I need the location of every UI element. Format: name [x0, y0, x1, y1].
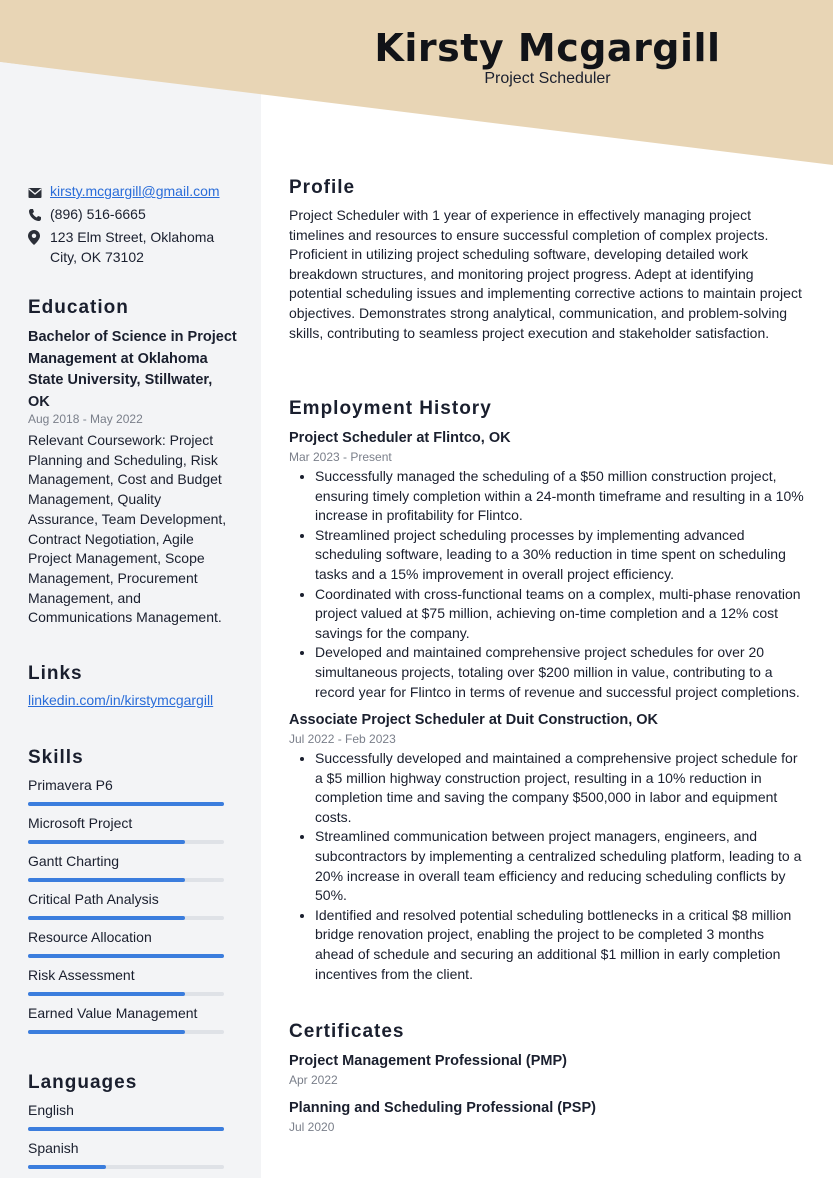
language-label: English [28, 1102, 74, 1118]
skill-label: Earned Value Management [28, 1005, 198, 1021]
language-bar [28, 1165, 224, 1169]
language-item [28, 1139, 224, 1169]
contact-address-row [28, 227, 238, 267]
job-bullet: • Successfully managed the scheduling of a $50 million construction project, ensuring timely completion within a 24-month timeframe and resulting in a 10% increase in profitability for Flintco. [315, 467, 804, 526]
certificate-entry [289, 1098, 804, 1134]
certificates-heading: Certificates [289, 1021, 405, 1042]
languages-heading: Languages [28, 1072, 138, 1093]
job-title: Associate Project Scheduler at Duit Construction, OK [289, 712, 659, 728]
envelope-icon [28, 181, 50, 204]
phone-number: (896) 516-6665 [50, 206, 146, 222]
skill-bar-fill [28, 878, 185, 882]
skill-item [28, 776, 224, 806]
skill-bar [28, 840, 224, 844]
education-dates: Aug 2018 - May 2022 [28, 412, 143, 426]
certificate-name: Project Management Professional (PMP) [289, 1053, 567, 1069]
address: 123 Elm Street, Oklahoma City, OK 73102 [50, 229, 215, 265]
language-item [28, 1101, 224, 1131]
candidate-name: Kirsty Mcgargill [374, 26, 721, 70]
job-bullet: • Identified and resolved potential scheduling bottlenecks in a critical $8 million bridge renovation project, enabling the project to be completed 3 months ahead of schedule and securing an additional $1 million in early completion incentives from the client. [315, 906, 804, 984]
skill-bar [28, 992, 224, 996]
skill-bar-fill [28, 954, 224, 958]
job-dates: Jul 2022 - Feb 2023 [289, 732, 396, 746]
skills-heading: Skills [28, 747, 84, 768]
certificate-date: Apr 2022 [289, 1073, 338, 1087]
links-heading: Links [28, 663, 83, 684]
job-entry [289, 428, 804, 702]
skill-item [28, 966, 224, 996]
skill-bar-fill [28, 916, 185, 920]
candidate-title: Project Scheduler [484, 70, 611, 87]
job-bullet: • Coordinated with cross-functional teams on a complex, multi-phase renovation project valued at $75 million, achieving on-time completion and a 12% cost savings for the company. [315, 585, 804, 644]
skill-label: Resource Allocation [28, 929, 152, 945]
certificate-name: Planning and Scheduling Professional (PSP) [289, 1100, 596, 1116]
skill-label: Gantt Charting [28, 853, 120, 869]
education-heading: Education [28, 297, 129, 318]
skill-item [28, 1004, 224, 1034]
job-bullet: • Streamlined communication between project managers, engineers, and subcontractors by implementing a centralized scheduling platform, leading to a 20% increase in overall team efficiency and reducing scheduling conflicts by 50%. [315, 827, 804, 905]
skill-label: Microsoft Project [28, 815, 133, 831]
language-label: Spanish [28, 1140, 79, 1156]
skill-bar-fill [28, 840, 185, 844]
certificate-date: Jul 2020 [289, 1120, 335, 1134]
contact-phone-row [28, 204, 238, 227]
education-coursework: Relevant Coursework: Project Planning and Scheduling, Risk Management, Cost and Budget Management, Quality Assurance, Team Development, Contract Negotiation, Agile Project Management, Scope Management, Procurement Management, and Communications Management. [28, 432, 227, 626]
skill-bar-fill [28, 1030, 185, 1034]
job-title: Project Scheduler at Flintco, OK [289, 430, 511, 446]
skill-bar [28, 878, 224, 882]
job-bullet: • Successfully developed and maintained a comprehensive project schedule for a $5 million highway construction project, resulting in a 10% reduction in completion time and saving the company $500,000 in labor and equipment costs. [315, 749, 804, 827]
skill-label: Critical Path Analysis [28, 891, 159, 907]
skill-label: Risk Assessment [28, 967, 135, 983]
profile-text: Project Scheduler with 1 year of experience in effectively managing project timelines and resources to ensure successful completion of complex projects. Proficient in utilizing project scheduling software, developing detailed work breakdown structures, and monitoring project progress. Adept at identifying potential scheduling issues and implementing corrective actions to maintain project objectives. Demonstrates strong analytical, communication, and problem-solving skills, contributing to seamless project execution and stakeholder satisfaction. [289, 207, 802, 341]
job-bullet: • Streamlined project scheduling processes by implementing advanced scheduling software, leading to a 30% reduction in time spent on scheduling tasks and a 15% improvement in overall project efficiency. [315, 526, 804, 585]
job-dates: Mar 2023 - Present [289, 450, 392, 464]
skill-item [28, 852, 224, 882]
language-bar-fill [28, 1127, 224, 1131]
skill-bar-fill [28, 992, 185, 996]
map-pin-icon [28, 227, 50, 250]
skill-bar [28, 1030, 224, 1034]
skill-bar [28, 802, 224, 806]
job-entry [289, 710, 804, 984]
skill-item [28, 890, 224, 920]
skill-bar [28, 916, 224, 920]
certificate-entry [289, 1051, 804, 1087]
skill-bar [28, 954, 224, 958]
email-link[interactable]: kirsty.mcgargill@gmail.com [50, 183, 220, 199]
job-bullet: • Developed and maintained comprehensive project schedules for over 20 simultaneous projects, totaling over $200 million in value, contributing to a record year for Flintco in terms of revenue and successful project completions. [315, 643, 804, 702]
skill-item [28, 928, 224, 958]
job-bullets [289, 749, 804, 984]
phone-icon [28, 204, 50, 227]
contact-section [28, 181, 238, 267]
language-bar-fill [28, 1165, 106, 1169]
employment-heading: Employment History [289, 398, 492, 419]
skill-label: Primavera P6 [28, 777, 113, 793]
skill-item [28, 814, 224, 844]
contact-email-row [28, 181, 238, 204]
linkedin-link[interactable]: linkedin.com/in/kirstymcgargill [28, 692, 214, 708]
profile-heading: Profile [289, 177, 356, 198]
skill-bar-fill [28, 802, 224, 806]
education-degree: Bachelor of Science in Project Management at Oklahoma State University, Stillwater, OK [28, 329, 237, 410]
language-bar [28, 1127, 224, 1131]
job-bullets [289, 467, 804, 702]
